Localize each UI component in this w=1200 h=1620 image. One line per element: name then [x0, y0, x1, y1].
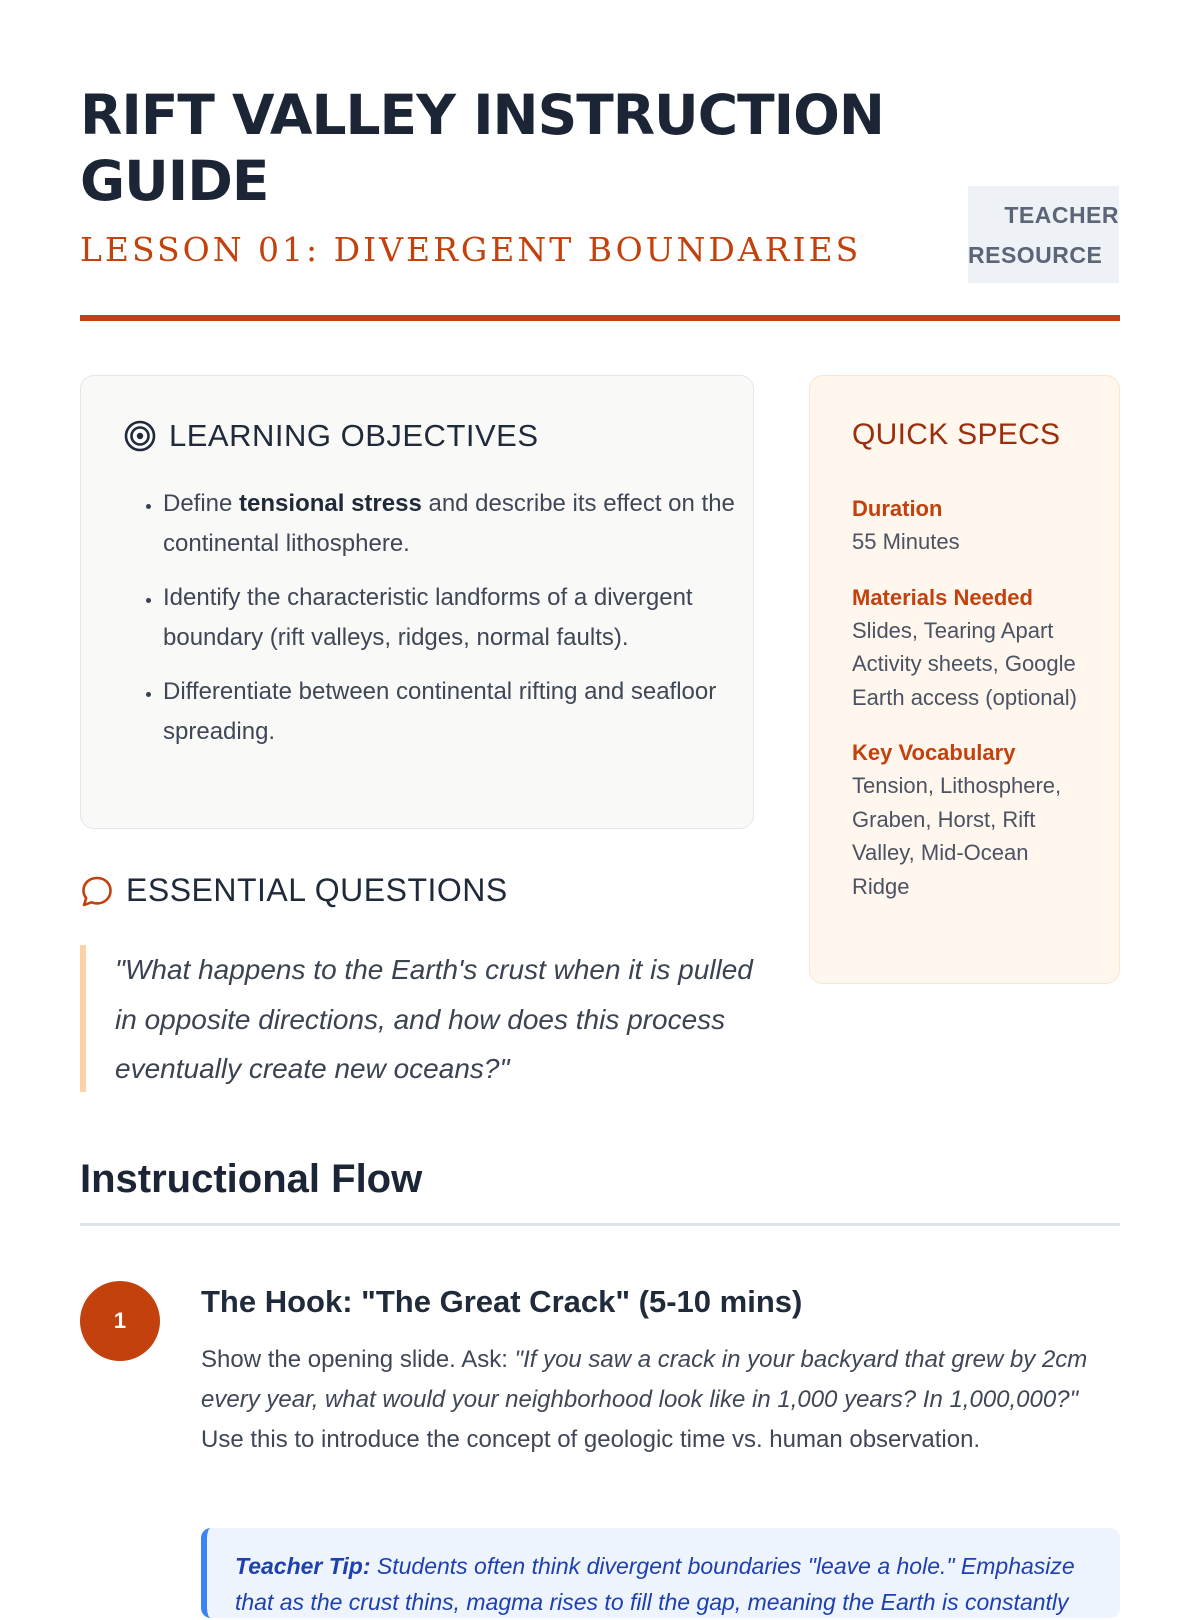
- spec-value: Slides, Tearing Apart Activity sheets, Google Earth access (optional): [852, 617, 1077, 710]
- step-number-badge: 1: [80, 1281, 160, 1361]
- objectives-header: [123, 418, 539, 454]
- objectives-list: [123, 484, 763, 766]
- objective-text: Differentiate between continental rifting and seafloor spreading.: [163, 678, 717, 745]
- spec-item-duration: [852, 492, 1092, 559]
- spec-label: Materials Needed: [852, 584, 1033, 610]
- objective-item: [163, 672, 763, 752]
- header-divider: [80, 315, 1120, 321]
- spec-label: Duration: [852, 496, 943, 521]
- page-title: RIFT VALLEY INSTRUCTION GUIDE: [80, 83, 884, 213]
- teacher-tip-callout: [201, 1528, 1120, 1618]
- spec-label: Key Vocabulary: [852, 740, 1016, 765]
- specs-heading: QUICK SPECS: [852, 418, 1061, 451]
- specs-list: [852, 492, 1092, 925]
- learning-objectives-card: [80, 375, 754, 829]
- tip-label: Teacher Tip:: [235, 1553, 371, 1579]
- step-text: Show the opening slide. Ask:: [201, 1346, 515, 1373]
- essential-questions-heading: ESSENTIAL QUESTIONS: [126, 872, 508, 908]
- objective-text: and describe its effect on the continental lithosphere.: [163, 490, 735, 557]
- objective-item: [163, 484, 763, 564]
- objective-item: [163, 578, 763, 658]
- instructional-flow-heading: Instructional Flow: [80, 1157, 423, 1201]
- teacher-resource-badge: [968, 186, 1119, 283]
- target-icon: [123, 419, 157, 453]
- spec-value: Tension, Lithosphere, Graben, Horst, Rift Valley, Mid-Ocean Ridge: [852, 773, 1062, 899]
- spec-item-materials: [852, 581, 1092, 715]
- quick-specs-card: [809, 375, 1120, 984]
- objective-text: Identify the characteristic landforms of a divergent boundary (rift valleys, ridges, normal faults).: [163, 584, 693, 651]
- step-title: The Hook: "The Great Crack" (5-10 mins): [201, 1284, 803, 1319]
- objectives-heading: LEARNING OBJECTIVES: [169, 418, 539, 453]
- step-text: Use this to introduce the concept of geologic time vs. human observation.: [201, 1426, 981, 1453]
- tip-text: Students often think divergent boundaries "leave a hole." Emphasize that as the crust thins, magma rises to fill the gap, meaning the Earth is constantly: [235, 1553, 1075, 1615]
- step-description: [201, 1340, 1116, 1460]
- badge-line-1: TEACHER: [1004, 202, 1119, 228]
- essential-questions-header: [80, 872, 508, 909]
- flow-divider: [80, 1223, 1120, 1226]
- essential-question-quote: "What happens to the Earth's crust when it is pulled in opposite directions, and how does this process eventually create new oceans?": [80, 945, 760, 1092]
- objective-text: Define: [163, 490, 240, 517]
- step-question: "If you saw a crack in your backyard that grew by 2cm every year, what would your neighborhood look like in 1,000 years? In 1,000,000?": [201, 1346, 1088, 1413]
- speech-bubble-icon: [80, 874, 114, 908]
- badge-line-2: RESOURCE: [968, 242, 1103, 268]
- objective-key-term: tensional stress: [239, 490, 422, 517]
- spec-value: 55 Minutes: [852, 529, 960, 554]
- spec-item-vocabulary: [852, 736, 1092, 903]
- lesson-subtitle: LESSON 01: DIVERGENT BOUNDARIES: [80, 230, 862, 269]
